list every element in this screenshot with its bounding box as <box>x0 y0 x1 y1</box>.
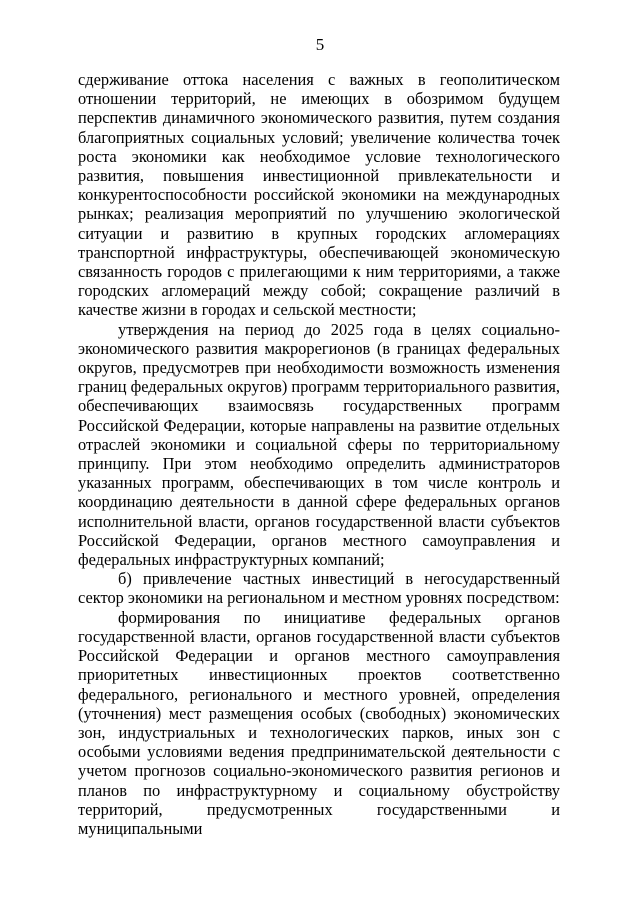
paragraph-2: утверждения на период до 2025 года в целях социально-экономического развития макрорегионов (в границах федеральных округов, предусмотрев при необходимости возможность изменения границ федеральных округов) программ территориального развития, обеспечивающих взаимосвязь государственных программ Российской Федерации, которые направлены на развитие отдельных отраслей экономики и социальной сферы по территориальному принципу. При этом необходимо определить администраторов указанных программ, обеспечивающих в том числе контроль и координацию деятельности в данной сфере федеральных органов исполнительной власти, органов государственной власти субъектов Российской Федерации, органов местного самоуправления и федеральных инфраструктурных компаний; <box>78 319 560 570</box>
page-number: 5 <box>315 35 325 54</box>
paragraph-1: сдерживание оттока населения с важных в геополитическом отношении территорий, не имеющих в обозримом будущем перспектив динамичного экономического развития, путем создания благоприятных социальных условий; увеличение количества точек роста экономики как необходимое условие технологического развития, повышения инвестиционной привлекательности и конкурентоспособности российской экономики на международных рынках; реализация мероприятий по улучшению экологической ситуации и развитию в крупных городских агломерациях транспортной инфраструктуры, обеспечивающей экономическую связанность городов с прилегающими к ним территориями, а также городских агломераций между собой; сокращение различий в качестве жизни в городах и сельской местности; <box>78 70 560 320</box>
document-body <box>78 70 560 838</box>
paragraph-3: б) привлечение частных инвестиций в негосударственный сектор экономики на региональном и местном уровнях посредством: <box>78 569 560 608</box>
paragraph-4: формирования по инициативе федеральных органов государственной власти, органов государственной власти субъектов Российской Федерации и органов местного самоуправления приоритетных инвестиционных проектов соответственно федерального, регионального и местного уровней, определения (уточнения) мест размещения особых (свободных) экономических зон, индустриальных и технологических парков, иных зон с особыми условиями ведения предпринимательской деятельности с учетом прогнозов социально-экономического развития регионов и планов по инфраструктурному и социальному обустройству территорий, предусмотренных государственными и муниципальными <box>78 607 560 838</box>
